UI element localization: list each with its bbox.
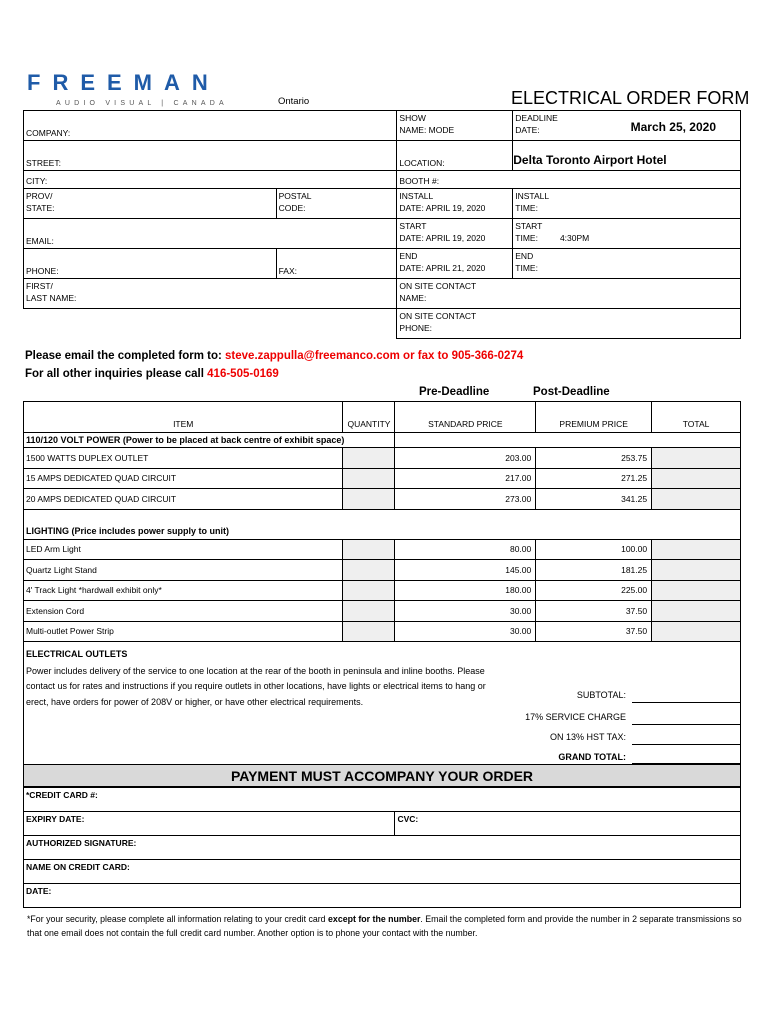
fax-field[interactable]: FAX: [276,249,397,279]
item-name: Extension Cord [24,601,343,622]
table-row [24,448,741,469]
payment-table [23,787,741,908]
street-field[interactable]: STREET: [24,141,397,171]
outlets-box [23,645,741,765]
table-row [24,621,741,642]
item-name: Multi-outlet Power Strip [24,621,343,642]
install-date: INSTALL DATE: APRIL 19, 2020 [397,189,513,219]
logo-subtitle: AUDIO VISUAL | CANADA [56,100,228,107]
end-time-field[interactable]: END TIME: [513,249,741,279]
subtotal-line[interactable] [632,702,740,703]
credit-card-field[interactable]: *CREDIT CARD #: [24,788,741,812]
standard-price: 30.00 [395,601,536,622]
onsite-contact-name-field[interactable]: ON SITE CONTACT NAME: [397,279,741,309]
deadline-field: DEADLINE DATE: March 25, 2020 [513,111,741,141]
table-row [24,601,741,622]
first-last-name-field[interactable]: FIRST/ LAST NAME: [24,279,397,309]
total-input[interactable] [652,621,741,642]
item-name: 4' Track Light *hardwall exhibit only* [24,580,343,601]
standard-price: 145.00 [395,560,536,581]
blank-cell [24,309,397,339]
region-label: Ontario [278,96,310,107]
total-input[interactable] [652,489,741,510]
expiry-date-field[interactable]: EXPIRY DATE: [24,812,395,836]
service-charge-label: 17% SERVICE CHARGE [525,712,626,722]
service-charge-line[interactable] [632,724,740,725]
hst-label: ON 13% HST TAX: [549,732,626,742]
email-field[interactable]: EMAIL: [24,219,397,249]
item-name: 1500 WATTS DUPLEX OUTLET [24,448,343,469]
premium-price: 100.00 [536,539,652,560]
location-value: Delta Toronto Airport Hotel [513,141,741,171]
table-row [24,580,741,601]
post-deadline-heading: Post-Deadline [533,386,610,398]
standard-price: 203.00 [395,448,536,469]
grand-total-line[interactable] [632,763,740,764]
outlets-body: Power includes delivery of the service to one location at the rear of the booth in peninsula and inline booths. Please contact us for rates and instructions if you require outlets in other locations, have lights or electrical items to hang or erect, have orders for power of 208V or higher, or have other electrical requirements. [26,666,486,707]
city-field[interactable]: CITY: [24,171,397,189]
show-name-field[interactable]: SHOW NAME: MODE [397,111,513,141]
total-input[interactable] [652,601,741,622]
col-premium: PREMIUM PRICE [536,402,652,433]
quantity-input[interactable] [343,580,395,601]
premium-price: 37.50 [536,621,652,642]
col-item: ITEM [24,402,343,433]
name-on-card-field[interactable]: NAME ON CREDIT CARD: [24,860,741,884]
quantity-input[interactable] [343,621,395,642]
security-note: *For your security, please complete all information relating to your credit card except for the number. Email the completed form and provide the number in 2 separate transmissions so that one email does not contain the full credit card number. Another option is to phone your contact with the number. [27,914,742,938]
standard-price: 180.00 [395,580,536,601]
cvc-field[interactable]: CVC: [395,812,741,836]
quantity-input[interactable] [343,448,395,469]
quantity-input[interactable] [343,489,395,510]
email-instruction: Please email the completed form to: steve.zappulla@freemanco.com or fax to 905-366-0274 [25,350,524,362]
col-total: TOTAL [652,402,741,433]
contact-email-link[interactable]: steve.zappulla@freemanco.com or fax to 905-366-0274 [225,350,524,362]
pre-deadline-heading: Pre-Deadline [419,386,490,398]
lighting-rows [24,539,741,642]
outlets-title: ELECTRICAL OUTLETS [26,649,128,659]
table-row [24,560,741,581]
location-label: LOCATION: [397,141,513,171]
total-input[interactable] [652,539,741,560]
quantity-input[interactable] [343,560,395,581]
power-rows [24,448,741,510]
total-input[interactable] [652,468,741,489]
premium-price: 271.25 [536,468,652,489]
table-row [24,539,741,560]
subtotal-label: SUBTOTAL: [576,690,626,700]
premium-price: 225.00 [536,580,652,601]
section-power-filler [395,433,741,448]
payment-header: PAYMENT MUST ACCOMPANY YOUR ORDER [23,765,741,787]
standard-price: 30.00 [395,621,536,642]
quantity-input[interactable] [343,468,395,489]
premium-price: 253.75 [536,448,652,469]
section-lighting-title: LIGHTING (Price includes power supply to unit) [24,524,741,539]
grand-total-label: GRAND TOTAL: [558,752,626,762]
standard-price: 273.00 [395,489,536,510]
item-name: 20 AMPS DEDICATED QUAD CIRCUIT [24,489,343,510]
total-input[interactable] [652,580,741,601]
postal-code-field[interactable]: POSTAL CODE: [276,189,397,219]
signature-field[interactable]: AUTHORIZED SIGNATURE: [24,836,741,860]
hst-line[interactable] [632,744,740,745]
col-quantity: QUANTITY [343,402,395,433]
booth-field[interactable]: BOOTH #: [397,171,741,189]
onsite-contact-phone-field[interactable]: ON SITE CONTACT PHONE: [397,309,741,339]
total-input[interactable] [652,560,741,581]
premium-price: 181.25 [536,560,652,581]
quantity-input[interactable] [343,539,395,560]
section-power-title: 110/120 VOLT POWER (Power to be placed at back centre of exhibit space) [24,433,395,448]
install-time-field[interactable]: INSTALL TIME: [513,189,741,219]
item-name: LED Arm Light [24,539,343,560]
contact-phone: 416-505-0169 [207,368,279,380]
phone-field[interactable]: PHONE: [24,249,277,279]
table-row [24,468,741,489]
start-time: START TIME: 4:30PM [513,219,741,249]
company-field[interactable]: COMPANY: [24,111,397,141]
customer-info-table [23,110,741,339]
date-field[interactable]: DATE: [24,884,741,908]
prov-state-field[interactable]: PROV/ STATE: [24,189,277,219]
premium-price: 37.50 [536,601,652,622]
item-name: Quartz Light Stand [24,560,343,581]
price-table [23,401,741,657]
freeman-logo: FREEMAN [27,70,220,95]
quantity-input[interactable] [343,601,395,622]
spacer-row [24,509,741,524]
total-input[interactable] [652,448,741,469]
end-date: END DATE: APRIL 21, 2020 [397,249,513,279]
item-name: 15 AMPS DEDICATED QUAD CIRCUIT [24,468,343,489]
table-row [24,489,741,510]
col-standard: STANDARD PRICE [395,402,536,433]
form-title: ELECTRICAL ORDER FORM [511,88,750,108]
phone-instruction: For all other inquiries please call 416-505-0169 [25,368,279,380]
premium-price: 341.25 [536,489,652,510]
standard-price: 217.00 [395,468,536,489]
standard-price: 80.00 [395,539,536,560]
start-date: START DATE: APRIL 19, 2020 [397,219,513,249]
